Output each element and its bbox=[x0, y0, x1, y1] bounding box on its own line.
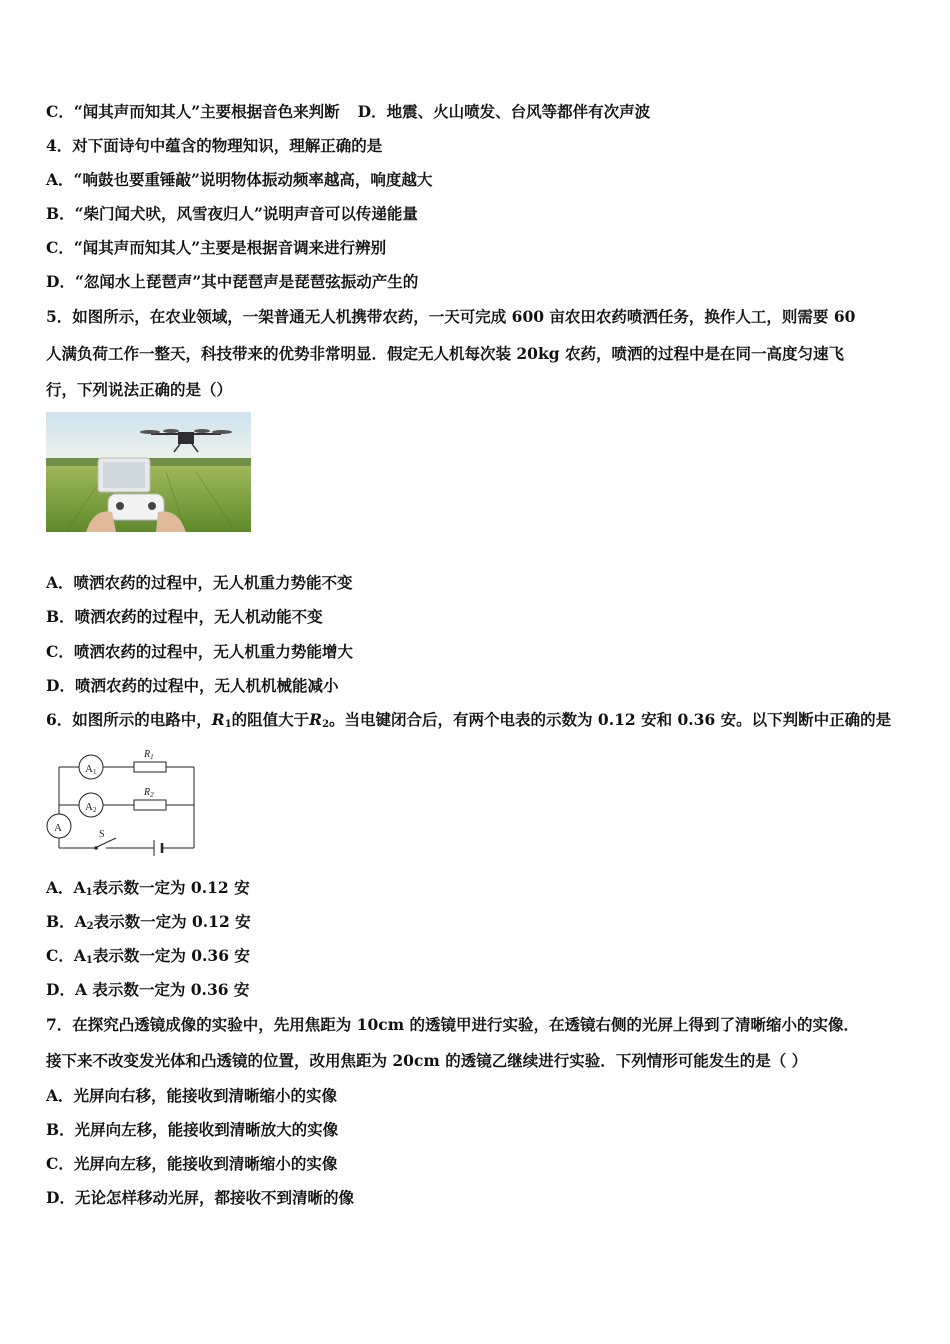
q5-option-d: D．喷洒农药的过程中，无人机机械能减小 bbox=[46, 676, 339, 695]
circuit-diagram bbox=[44, 742, 204, 860]
q5-option-a: A．喷洒农药的过程中，无人机重力势能不变 bbox=[46, 573, 353, 592]
q7-option-c: C．光屏向左移，能接收到清晰缩小的实像 bbox=[46, 1154, 338, 1173]
q4-stem: 4．对下面诗句中蕴含的物理知识，理解正确的是 bbox=[46, 136, 383, 155]
q5-stem-line-3: 行，下列说法正确的是（） bbox=[46, 380, 233, 399]
svg-text:R1: $R_1$ bbox=[144, 749, 154, 761]
q7-option-d: D．无论怎样移动光屏，都接收不到清晰的像 bbox=[46, 1188, 354, 1207]
svg-text:R2: $R_2$ bbox=[144, 787, 154, 799]
q7-stem-line-1: 7．在探究凸透镜成像的实验中，先用焦距为 10cm 的透镜甲进行实验，在透镜右侧的光屏上得到了清晰缩小的实像． bbox=[46, 1015, 859, 1034]
svg-text:A: A bbox=[54, 822, 62, 834]
q4-option-d: D．“忽闻水上琵琶声”其中琵琶声是琵琶弦振动产生的 bbox=[46, 272, 419, 291]
r1-symbol: R bbox=[211, 710, 225, 729]
q5-option-b: B．喷洒农药的过程中，无人机动能不变 bbox=[46, 607, 323, 626]
q4-option-b: B．“柴门闻犬吠，风雪夜归人”说明声音可以传递能量 bbox=[46, 204, 418, 223]
drone-photo bbox=[46, 412, 251, 532]
q4-option-a: A．“响鼓也要重锤敲”说明物体振动频率越高，响度越大 bbox=[46, 170, 433, 189]
q6-option-a: A．$A_1$表示数一定为 0.12 安 bbox=[46, 878, 250, 898]
svg-text:A2: A2 bbox=[85, 801, 97, 814]
drone-field-illustration bbox=[46, 412, 251, 532]
svg-text:S: S bbox=[99, 829, 105, 840]
resistor-r1 bbox=[134, 762, 166, 772]
r2-symbol: R bbox=[309, 710, 323, 729]
q6-option-c: C．$A_1$表示数一定为 0.36 安 bbox=[46, 946, 250, 966]
resistor-r2 bbox=[134, 800, 166, 810]
q4-option-c: C．“闻其声而知其人”主要是根据音调来进行辨别 bbox=[46, 238, 387, 257]
q6-stem: 6．如图所示的电路中，$R_1$的阻值大于$R_2$。当电键闭合后，有两个电表的示数为 0.12 安和 0.36 安。以下判断中正确的是 bbox=[46, 710, 892, 730]
q7-stem-line-2: 接下来不改变发光体和凸透镜的位置，改用焦距为 20cm 的透镜乙继续进行实验．下列情形可能发生的是（ ） bbox=[46, 1051, 808, 1070]
q5-stem-line-1: 5．如图所示，在农业领域，一架普通无人机携带农药，一天可完成 600 亩农田农药喷洒任务，换作人工，则需要 60 bbox=[46, 307, 856, 326]
q5-stem-line-2: 人满负荷工作一整天，科技带来的优势非常明显．假定无人机每次装 20kg 农药，喷洒的过程中是在同一高度匀速飞 bbox=[46, 344, 844, 363]
q3-option-d: D．地震、火山喷发、台风等都伴有次声波 bbox=[357, 102, 651, 121]
q7-option-a: A．光屏向右移，能接收到清晰缩小的实像 bbox=[46, 1086, 338, 1105]
svg-text:A1: A1 bbox=[85, 763, 97, 776]
q3-option-c: C．“闻其声而知其人”主要根据音色来判断 bbox=[46, 102, 340, 121]
q6-option-b: B．$A_2$表示数一定为 0.12 安 bbox=[46, 912, 251, 932]
q6-option-d: D．A 表示数一定为 0.36 安 bbox=[46, 980, 250, 999]
q7-option-b: B．光屏向左移，能接收到清晰放大的实像 bbox=[46, 1120, 339, 1139]
q5-option-c: C．喷洒农药的过程中，无人机重力势能增大 bbox=[46, 642, 353, 661]
q3-options-row bbox=[46, 101, 650, 123]
